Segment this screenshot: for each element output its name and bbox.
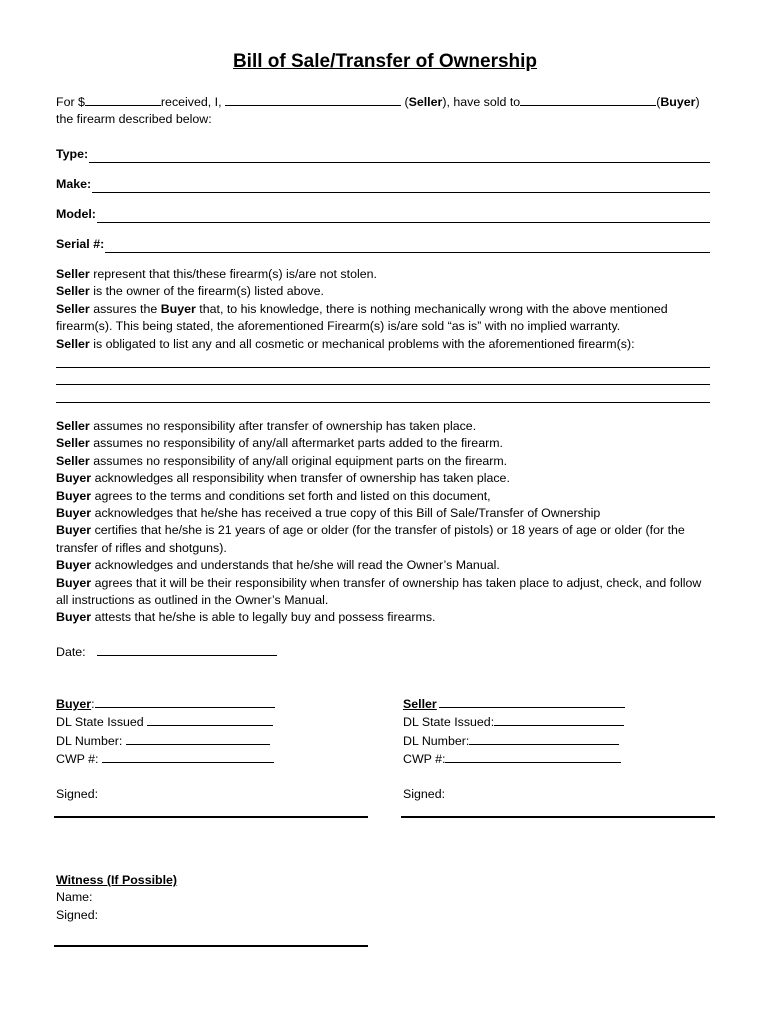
problems-line-2[interactable]	[56, 384, 710, 385]
buyer-info-column	[56, 695, 386, 803]
received-label: received, I,	[160, 95, 222, 109]
statement-a-2	[56, 301, 716, 336]
seller-dl-state-line[interactable]	[494, 713, 624, 726]
witness-section	[56, 872, 386, 924]
statement-a-1	[56, 283, 716, 300]
statement-text-2: that, to his knowledge, there is nothing mechanically wrong with the above mentioned firearm(s). This being stated, the aforementioned Firearm(s) is/are sold “as is” with no implied warranty.	[56, 301, 668, 334]
statement-text: acknowledges that he/she has received a true copy of this Bill of Sale/Transfer of Ownership	[91, 506, 601, 521]
seller-statements	[56, 266, 716, 353]
seller-dl-number-label: DL Number:	[403, 733, 470, 748]
date-label: Date:	[56, 645, 86, 659]
statement-text: assumes no responsibility of any/all aftermarket parts added to the firearm.	[89, 436, 503, 451]
statement-party: Buyer	[56, 488, 92, 503]
statement-b-9	[56, 609, 716, 626]
buyer-dl-number-line[interactable]	[126, 732, 270, 745]
seller-word: Seller	[408, 95, 443, 109]
seller-dl-state-label: DL State Issued:	[403, 715, 495, 730]
problems-line-1[interactable]	[56, 367, 710, 368]
buyer-cwp-label: CWP #:	[56, 752, 99, 767]
buyer-cwp-line[interactable]	[102, 750, 274, 763]
statement-text: assumes no responsibility after transfer of ownership has taken place.	[89, 419, 477, 433]
witness-signature-line[interactable]	[54, 945, 368, 947]
intro-line-2: the firearm described below:	[56, 112, 212, 127]
witness-name-label: Name:	[56, 890, 93, 905]
responsibility-statements	[56, 418, 716, 627]
date-blank[interactable]	[97, 643, 277, 656]
statement-text: attests that he/she is able to legally buy and possess firearms.	[91, 610, 436, 625]
for-label: For $	[56, 95, 85, 109]
buyer-signed-label: Signed:	[56, 786, 99, 801]
statement-b-3	[56, 470, 716, 487]
date-row	[56, 643, 716, 661]
problems-line-3[interactable]	[56, 402, 710, 403]
buyer-name-line[interactable]	[95, 695, 275, 708]
seller-signed-label: Signed:	[403, 786, 446, 801]
seller-name-blank[interactable]	[225, 93, 401, 106]
statement-text: is the owner of the firearm(s) listed above.	[89, 284, 324, 299]
statement-b-4	[56, 488, 716, 505]
serial-label: Serial #:	[56, 237, 105, 251]
type-line[interactable]	[89, 150, 710, 163]
statement-party: Buyer	[56, 471, 92, 486]
statement-text: agrees to the terms and conditions set forth and listed on this document,	[91, 488, 491, 503]
buyer-dl-number-label: DL Number:	[56, 733, 123, 748]
price-blank[interactable]	[85, 93, 161, 106]
statement-text: represent that this/these firearm(s) is/are not stolen.	[89, 267, 377, 281]
statement-b-2	[56, 453, 716, 470]
statement-party: Seller	[56, 453, 90, 468]
statement-party: Buyer	[56, 575, 92, 590]
statement-party: Seller	[56, 419, 90, 433]
make-field[interactable]	[56, 176, 710, 193]
serial-line[interactable]	[105, 240, 710, 253]
statement-party-2: Buyer	[160, 301, 196, 316]
statement-a-0	[56, 266, 716, 283]
statement-b-0	[56, 418, 716, 435]
statement-party: Seller	[56, 267, 90, 281]
seller-cwp-line[interactable]	[445, 750, 621, 763]
statement-text: acknowledges and understands that he/she will read the Owner’s Manual.	[91, 558, 500, 573]
statement-party: Seller	[56, 284, 90, 299]
statement-text: certifies that he/she is 21 years of age or older (for the transfer of pistols) or 18 years of age or older (for the transfer of rifles and shotguns).	[56, 523, 685, 555]
buyer-word: Buyer	[660, 95, 696, 109]
seller-signature-line[interactable]	[401, 816, 715, 818]
statement-text: is obligated to list any and all cosmetic or mechanical problems with the aforementioned firearm(s):	[89, 336, 635, 351]
statement-party: Buyer	[56, 523, 92, 538]
witness-signed-label: Signed:	[56, 907, 99, 922]
statement-party: Buyer	[56, 506, 92, 521]
statement-party: Seller	[56, 436, 90, 451]
seller-header: Seller	[403, 697, 437, 711]
statement-text: assures the	[89, 301, 161, 316]
statement-b-5	[56, 505, 716, 522]
statement-a-3	[56, 336, 716, 353]
seller-cwp-label: CWP #:	[403, 752, 446, 767]
seller-paren: (	[404, 95, 409, 109]
statement-party: Buyer	[56, 558, 92, 573]
statement-b-6	[56, 522, 716, 557]
model-line[interactable]	[97, 210, 710, 223]
buyer-dl-state-label: DL State Issued	[56, 715, 144, 730]
statement-party: Seller	[56, 336, 90, 351]
type-field[interactable]	[56, 146, 710, 163]
buyer-signature-line[interactable]	[54, 816, 368, 818]
statement-text: acknowledges all responsibility when transfer of ownership has taken place.	[91, 471, 510, 486]
sold-to-label: ), have sold to	[442, 95, 521, 109]
seller-dl-number-line[interactable]	[469, 732, 619, 745]
buyer-paren: (	[656, 95, 661, 109]
make-line[interactable]	[92, 180, 710, 193]
buyer-colon: :	[91, 697, 95, 711]
statement-b-1	[56, 435, 716, 452]
statement-party: Buyer	[56, 610, 92, 625]
statement-party: Seller	[56, 301, 90, 316]
type-label: Type:	[56, 147, 89, 161]
statement-text: assumes no responsibility of any/all original equipment parts on the firearm.	[89, 453, 508, 468]
witness-header: Witness (If Possible)	[56, 873, 178, 887]
buyer-name-blank[interactable]	[520, 93, 656, 106]
buyer-header: Buyer	[56, 697, 92, 711]
document-title: Bill of Sale/Transfer of Ownership	[232, 51, 538, 72]
intro-paragraph	[56, 93, 716, 129]
statement-b-8	[56, 575, 716, 610]
buyer-dl-state-line[interactable]	[147, 713, 273, 726]
statement-text: agrees that it will be their responsibility when transfer of ownership has taken place to adjust, check, and follow all instructions as outlined in the Owner’s Manual.	[56, 575, 702, 608]
model-field[interactable]	[56, 206, 710, 223]
model-label: Model:	[56, 207, 96, 221]
serial-field[interactable]	[56, 236, 710, 253]
make-label: Make:	[56, 177, 92, 191]
buyer-paren-close: )	[695, 95, 700, 109]
statement-b-7	[56, 557, 716, 574]
seller-info-column	[403, 695, 733, 803]
seller-name-line[interactable]	[439, 695, 625, 708]
